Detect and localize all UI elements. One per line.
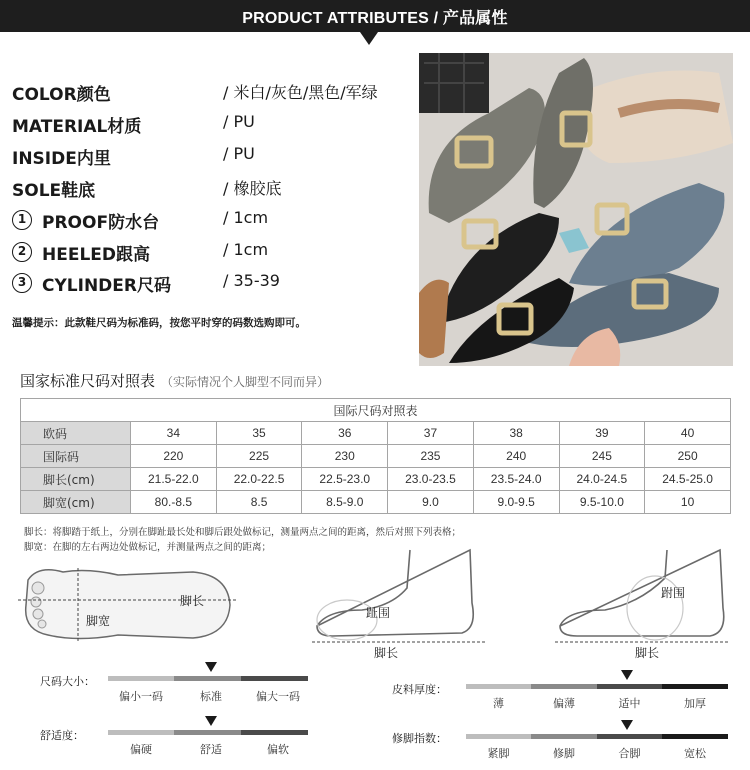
product-photo — [419, 53, 733, 366]
measure-note-length: 脚长：将脚踏于纸上，分别在脚趾最长处和脚后跟处做标记，测量两点之间的距离，然后对照下列表格； — [24, 527, 462, 538]
table-cell: 21.5-22.0 — [131, 468, 217, 491]
scale-option-selected: 标准 — [200, 690, 222, 703]
table-cell: 225 — [216, 445, 302, 468]
scale-option: 加厚 — [684, 697, 706, 710]
number-badge: 2 — [12, 242, 32, 262]
table-cell: 24.5-25.0 — [645, 468, 731, 491]
attribute-value: / 1cm — [223, 240, 269, 259]
scale-segment — [108, 676, 174, 681]
size-tip: 温馨提示：此款鞋尺码为标准码，按您平时穿的码数选购即可。 — [12, 317, 306, 329]
number-badge: 1 — [12, 210, 32, 230]
attribute-value: / PU — [223, 144, 255, 163]
attribute-value: / 橡胶底 — [223, 179, 282, 198]
side-length-label: 脚长 — [374, 646, 399, 660]
comfort-scale-label: 舒适度： — [40, 729, 84, 742]
scale-segment — [466, 684, 531, 689]
attribute-heeled — [12, 240, 412, 264]
size-chart-title — [20, 370, 329, 391]
table-row — [21, 468, 731, 491]
size-scale-marker — [205, 662, 217, 672]
table-row — [21, 445, 731, 468]
scale-segment — [174, 730, 241, 735]
row-header: 国际码 — [21, 445, 131, 468]
toe-girth-label: 趾围 — [366, 606, 391, 620]
scale-option: 偏小一码 — [119, 690, 163, 703]
scale-segment — [108, 730, 174, 735]
table-cell: 22.5-23.0 — [302, 468, 388, 491]
table-cell: 38 — [473, 422, 559, 445]
scale-segment — [241, 730, 308, 735]
attribute-color — [12, 80, 412, 104]
scale-segment — [531, 684, 597, 689]
scale-option: 偏硬 — [130, 743, 152, 756]
back-length-label: 脚长 — [635, 646, 660, 660]
attribute-label: SOLE鞋底 — [12, 181, 96, 201]
foot-back-diagram — [555, 548, 740, 660]
table-cell: 35 — [216, 422, 302, 445]
size-chart-subtitle: （实际情况个人脚型不同而异） — [161, 375, 330, 389]
table-cell: 235 — [388, 445, 474, 468]
table-cell: 22.0-22.5 — [216, 468, 302, 491]
attribute-value: / 35-39 — [223, 271, 280, 290]
header-title: PRODUCT ATTRIBUTES / 产品属性 — [242, 10, 508, 27]
table-cell: 8.5-9.0 — [302, 491, 388, 514]
scale-option: 薄 — [493, 697, 504, 710]
comfort-scale-marker — [205, 716, 217, 726]
table-cell: 9.5-10.0 — [559, 491, 645, 514]
table-cell: 245 — [559, 445, 645, 468]
attribute-proof — [12, 208, 412, 232]
table-cell: 40 — [645, 422, 731, 445]
attribute-material — [12, 112, 412, 136]
attribute-inside — [12, 144, 412, 168]
table-cell: 250 — [645, 445, 731, 468]
attribute-label: MATERIAL材质 — [12, 117, 142, 137]
scale-segment — [597, 734, 662, 739]
table-cell: 37 — [388, 422, 474, 445]
table-cell: 10 — [645, 491, 731, 514]
scale-segment — [662, 684, 728, 689]
scale-segment — [466, 734, 531, 739]
scale-option-selected: 合脚 — [618, 747, 641, 760]
table-cell: 36 — [302, 422, 388, 445]
table-caption: 国际尺码对照表 — [21, 399, 731, 422]
attribute-label: COLOR颜色 — [12, 85, 111, 105]
scale-option: 修脚 — [553, 747, 575, 760]
table-cell: 24.0-24.5 — [559, 468, 645, 491]
table-cell: 9.0-9.5 — [473, 491, 559, 514]
table-row — [21, 491, 731, 514]
header-banner — [0, 0, 750, 32]
header-notch — [360, 32, 378, 45]
row-header: 欧码 — [21, 422, 131, 445]
row-header: 脚宽(cm) — [21, 491, 131, 514]
table-cell: 8.5 — [216, 491, 302, 514]
scale-segment — [662, 734, 728, 739]
table-cell: 240 — [473, 445, 559, 468]
attribute-sole — [12, 176, 412, 200]
scale-segment — [531, 734, 597, 739]
size-table — [20, 398, 731, 514]
scale-segment — [241, 676, 308, 681]
attribute-value: / 米白/灰色/黑色/军绿 — [223, 83, 378, 102]
table-cell: 220 — [131, 445, 217, 468]
attribute-value: / 1cm — [223, 208, 269, 227]
foot-sole-diagram — [18, 560, 238, 650]
scale-option: 偏软 — [267, 743, 289, 756]
scale-option: 紧脚 — [487, 747, 510, 760]
scale-option: 偏大一码 — [256, 690, 300, 703]
table-cell: 23.5-24.0 — [473, 468, 559, 491]
instep-girth-label: 跗围 — [661, 586, 686, 600]
attribute-label: HEELED跟高 — [42, 245, 151, 265]
attribute-label: INSIDE内里 — [12, 149, 111, 169]
table-row — [21, 422, 731, 445]
scale-segment — [174, 676, 241, 681]
sole-width-label: 脚宽 — [86, 614, 111, 628]
table-cell: 34 — [131, 422, 217, 445]
table-cell: 23.0-23.5 — [388, 468, 474, 491]
foot-side-diagram — [312, 548, 512, 658]
sole-length-label: 脚长 — [180, 594, 205, 608]
measure-note-width: 脚宽：在脚的左右两边处做标记，并测量两点之间的距离； — [24, 542, 272, 553]
attribute-label: CYLINDER尺码 — [42, 276, 171, 296]
table-caption-row — [21, 399, 731, 422]
scale-option-selected: 舒适 — [200, 743, 222, 756]
scale-option: 偏薄 — [553, 697, 575, 710]
thickness-scale-marker — [621, 670, 633, 680]
table-cell: 230 — [302, 445, 388, 468]
comfort-scale-bar — [108, 730, 308, 735]
thickness-scale-bar — [466, 684, 728, 689]
attribute-value: / PU — [223, 112, 255, 131]
scale-segment — [597, 684, 662, 689]
size-scale-label: 尺码大小： — [40, 675, 95, 688]
thickness-scale-label: 皮料厚度： — [392, 683, 447, 696]
table-cell: 9.0 — [388, 491, 474, 514]
attribute-label: PROOF防水台 — [42, 213, 160, 233]
row-header: 脚长(cm) — [21, 468, 131, 491]
scale-option: 宽松 — [684, 747, 706, 760]
fit-scale-label: 修脚指数： — [392, 732, 447, 745]
number-badge: 3 — [12, 273, 32, 293]
table-cell: 80.-8.5 — [131, 491, 217, 514]
scale-option-selected: 适中 — [618, 697, 641, 710]
size-scale-bar — [108, 676, 308, 681]
size-chart-heading: 国家标准尺码对照表 — [20, 372, 156, 390]
fit-scale-marker — [621, 720, 633, 730]
fit-scale-bar — [466, 734, 728, 739]
table-cell: 39 — [559, 422, 645, 445]
attribute-cylinder — [12, 271, 412, 295]
